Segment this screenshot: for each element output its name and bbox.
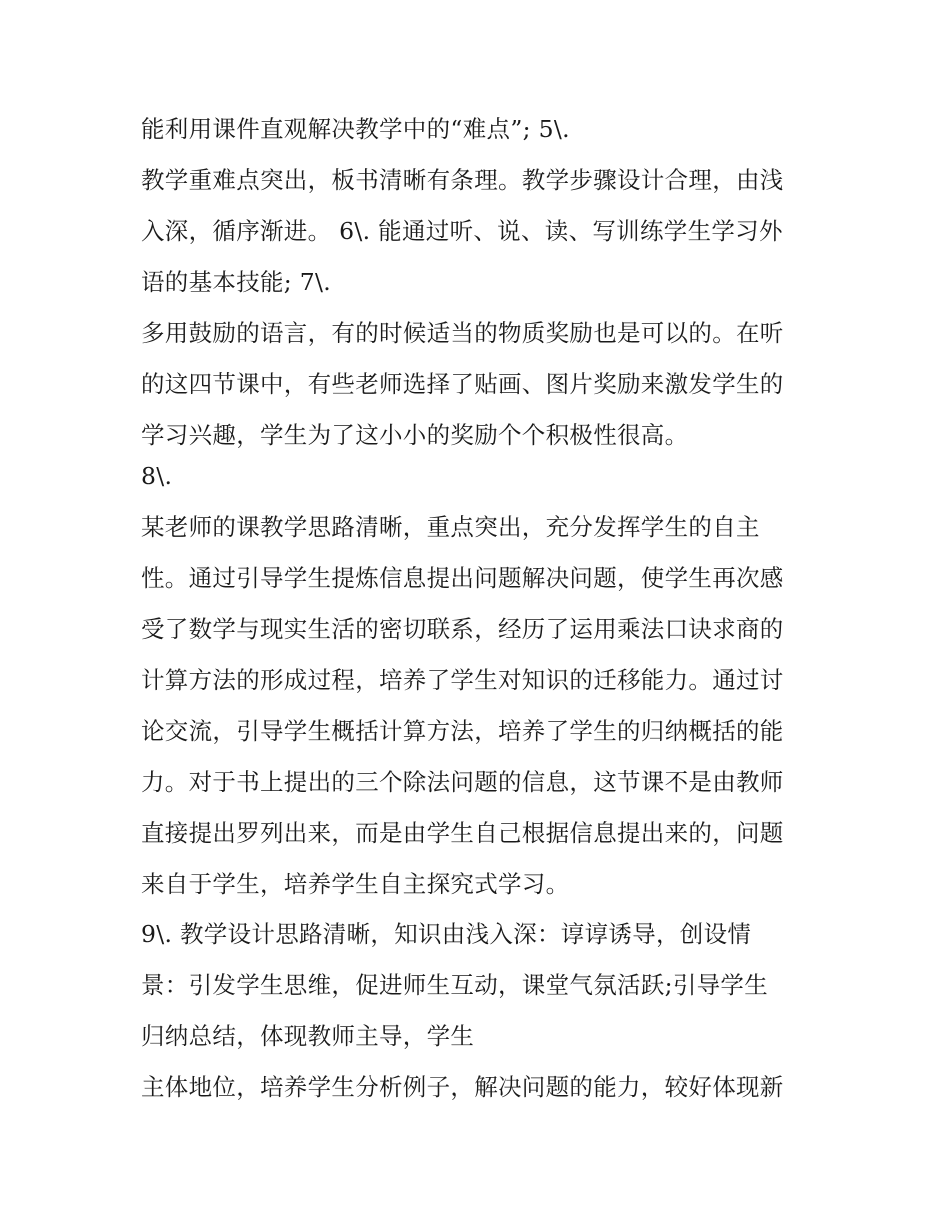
text-line-7: 学习兴趣，学生为了这小小的奖励个个积极性很高。 [141, 421, 689, 449]
text-line-6: 的这四节课中，有些老师选择了贴画、图片奖励来激发学生的 [141, 370, 784, 398]
text-line-1: 能利用课件直观解决教学中的“难点”; 5\. [141, 115, 570, 143]
text-line-20: 主体地位，培养学生分析例子，解决问题的能力，较好体现新 [141, 1073, 784, 1101]
text-line-18: 景：引发学生思维，促进师生互动，课堂气氛活跃;引导学生 [141, 971, 769, 999]
text-line-16: 来自于学生，培养学生自主探究式学习。 [141, 870, 570, 898]
text-line-11: 受了数学与现实生活的密切联系，经历了运用乘法口诀求商的 [141, 615, 784, 643]
text-line-13: 论交流，引导学生概括计算方法，培养了学生的归纳概括的能 [141, 717, 784, 745]
text-line-8: 8\. [141, 462, 173, 490]
text-line-9: 某老师的课教学思路清晰，重点突出，充分发挥学生的自主 [141, 513, 760, 541]
text-line-4: 语的基本技能; 7\. [141, 268, 332, 296]
text-line-15: 直接提出罗列出来，而是由学生自己根据信息提出来的，问题 [141, 819, 784, 847]
text-line-17: 9\. 教学设计思路清晰，知识由浅入深：谆谆诱导，创设情 [141, 920, 752, 948]
text-line-3: 入深，循序渐进。 6\. 能通过听、说、读、写训练学生学习外 [141, 217, 783, 245]
text-line-14: 力。对于书上提出的三个除法问题的信息，这节课不是由教师 [141, 768, 784, 796]
text-line-5: 多用鼓励的语言，有的时候适当的物质奖励也是可以的。在听 [141, 319, 784, 347]
text-line-2: 教学重难点突出，板书清晰有条理。教学步骤设计合理，由浅 [141, 166, 784, 194]
text-line-10: 性。通过引导学生提炼信息提出问题解决问题，使学生再次感 [141, 564, 784, 592]
text-line-19: 归纳总结，体现教师主导，学生 [141, 1022, 475, 1050]
text-line-12: 计算方法的形成过程，培养了学生对知识的迁移能力。通过讨 [141, 666, 784, 694]
